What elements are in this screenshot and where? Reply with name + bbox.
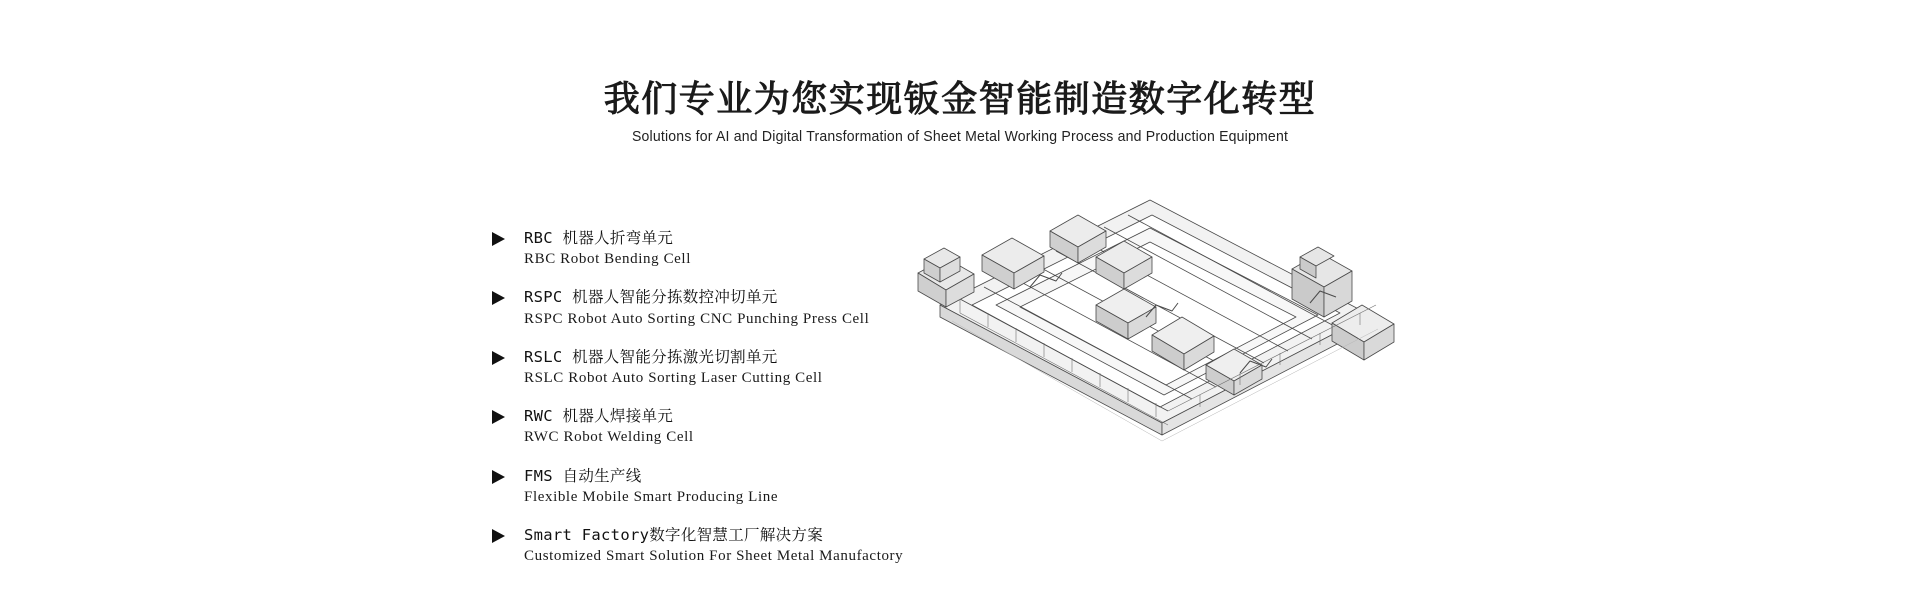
solutions-list [492,228,912,566]
solution-label-en: RWC Robot Welding Cell [524,429,694,446]
solution-label-cn: RBC 机器人折弯单元 [524,229,674,247]
list-item [492,406,912,447]
solution-label-cn: FMS 自动生产线 [524,466,642,485]
list-item [492,287,912,328]
triangle-right-icon [492,291,505,305]
list-item [492,228,912,269]
solution-label-cn: RWC 机器人焊接单元 [524,407,674,426]
solution-label-en: Customized Smart Solution For Sheet Metal Manufactory [524,548,904,565]
list-item [492,466,912,507]
solution-label-en: RSLC Robot Auto Sorting Laser Cutting Cell [524,369,823,386]
page-subtitle-en: Solutions for AI and Digital Transformation of Sheet Metal Working Process and Production Equipment [631,129,1289,146]
solution-label-cn: Smart Factory数字化智慧工厂解决方案 [524,525,824,544]
factory-illustration [900,195,1430,445]
triangle-right-icon [492,410,505,424]
triangle-right-icon [492,529,505,543]
heading-block [0,78,1920,147]
triangle-right-icon [492,351,505,365]
triangle-right-icon [492,470,505,484]
list-item [492,347,912,388]
solution-label-en: RBC Robot Bending Cell [524,251,691,268]
list-item [492,525,912,566]
solution-label-en: RSPC Robot Auto Sorting CNC Punching Press Cell [524,310,870,327]
solution-label-en: Flexible Mobile Smart Producing Line [524,488,779,505]
triangle-right-icon [492,232,505,246]
solution-label-cn: RSLC 机器人智能分拣激光切割单元 [524,347,778,366]
page-title-cn: 我们专业为您实现钣金智能制造数字化转型 [603,78,1317,119]
solution-label-cn: RSPC 机器人智能分拣数控冲切单元 [524,288,778,307]
isometric-factory-line-icon [900,195,1430,445]
